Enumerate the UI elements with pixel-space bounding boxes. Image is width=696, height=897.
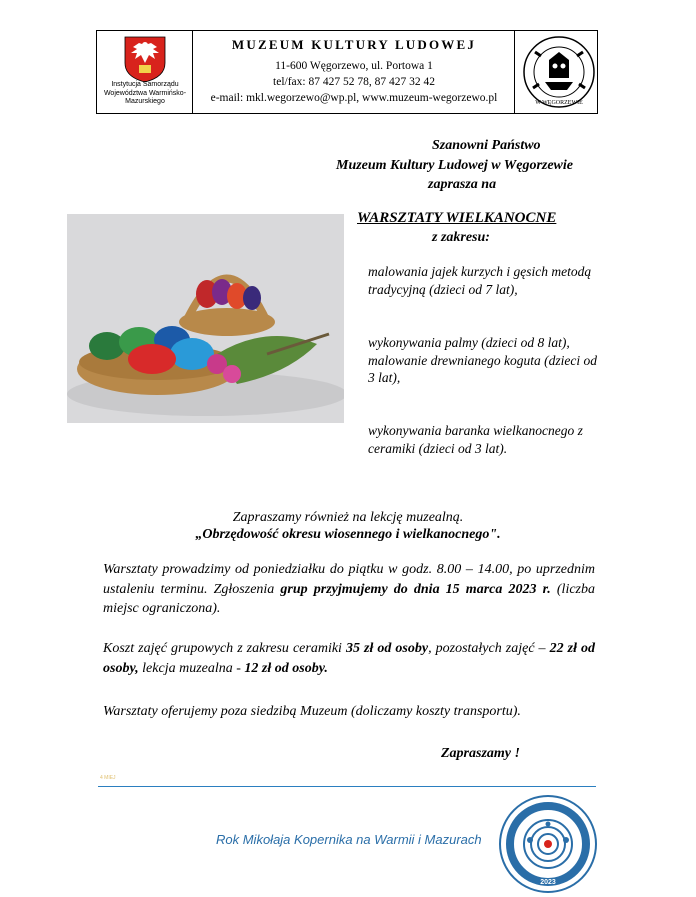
deadline-text: grup przyjmujemy do dnia 15 marca 2023 r. <box>280 581 551 597</box>
header-divider <box>192 31 193 113</box>
cost-text: lekcja muzealna - <box>138 660 245 676</box>
letterhead-box <box>96 30 598 114</box>
schedule-note: (liczba miejsc ograniczona). <box>103 581 596 616</box>
greeting-line: zaprasza na <box>428 177 497 192</box>
museum-logo-icon <box>521 34 597 110</box>
phone-line: tel/fax: 87 427 52 78, 87 427 32 42 <box>273 76 435 88</box>
workshop-scope-label: z zakresu: <box>432 230 490 245</box>
greeting-line: Szanowni Państwo <box>432 138 541 153</box>
activity-item: malowania jajek kurzych i gęsich metodą tradycyjną (dzieci od 7 lat), <box>368 264 592 297</box>
cost-text: , pozostałych zajęć – <box>428 641 550 656</box>
other-price: 22 zł od osoby, <box>103 641 595 676</box>
contact-line: e-mail: mkl.wegorzewo@wp.pl, www.muzeum-wegorzewo.pl <box>210 92 498 104</box>
tiny-mark: 4 MIEJ <box>100 775 116 781</box>
easter-basket-photo <box>67 214 344 423</box>
schedule-text: Warsztaty prowadzimy od poniedziałku do piątku w godz. 8.00 – 14.00, po uprzednim ustaleniu terminu. Zgłoszenia <box>103 562 595 597</box>
copernicus-year-logo-icon <box>498 794 598 894</box>
activity-item: wykonywania palmy (dzieci od 8 lat), malowanie drewnianego koguta (dzieci od 3 lat), <box>368 335 597 385</box>
logo-bottom-text: W WĘGORZEWIE <box>535 100 583 106</box>
museum-lesson-invite: Zapraszamy również na lekcję muzealną. <box>232 510 464 525</box>
museum-lesson-title: „Obrzędowość okresu wiosennego i wielkanocnego". <box>195 527 501 542</box>
offsite-paragraph: Warsztaty oferujemy poza siedzibą Muzeum (doliczamy koszty transportu). <box>103 704 521 719</box>
museum-name: MUZEUM KULTURY LUDOWEJ <box>231 37 477 52</box>
ceramics-price: 35 zł od osoby <box>345 641 429 656</box>
closing-text: Zapraszamy ! <box>441 746 520 761</box>
lesson-price: 12 zł od osoby. <box>244 660 328 676</box>
workshop-title: WARSZTATY WIELKANOCNE <box>357 210 557 226</box>
footer-text: Rok Mikołaja Kopernika na Warmii i Mazurach <box>216 832 482 847</box>
coat-of-arms-icon <box>123 35 167 83</box>
greeting-line: Muzeum Kultury Ludowej w Węgorzewie <box>336 158 574 173</box>
cost-paragraph <box>103 639 595 678</box>
institution-text: Instytucja Samorządu Województwa Warmińsko-Mazurskiego <box>103 81 187 105</box>
footer-divider <box>98 786 596 787</box>
logo-year-text: 2023 <box>540 879 556 886</box>
cost-text: Koszt zajęć grupowych z zakresu ceramiki <box>103 641 346 656</box>
activity-item: wykonywania baranka wielkanocnego z ceramiki (dzieci od 3 lat). <box>368 423 583 456</box>
schedule-paragraph <box>103 560 595 619</box>
header-divider <box>514 31 515 113</box>
address-line: 11-600 Węgorzewo, ul. Portowa 1 <box>275 60 433 72</box>
